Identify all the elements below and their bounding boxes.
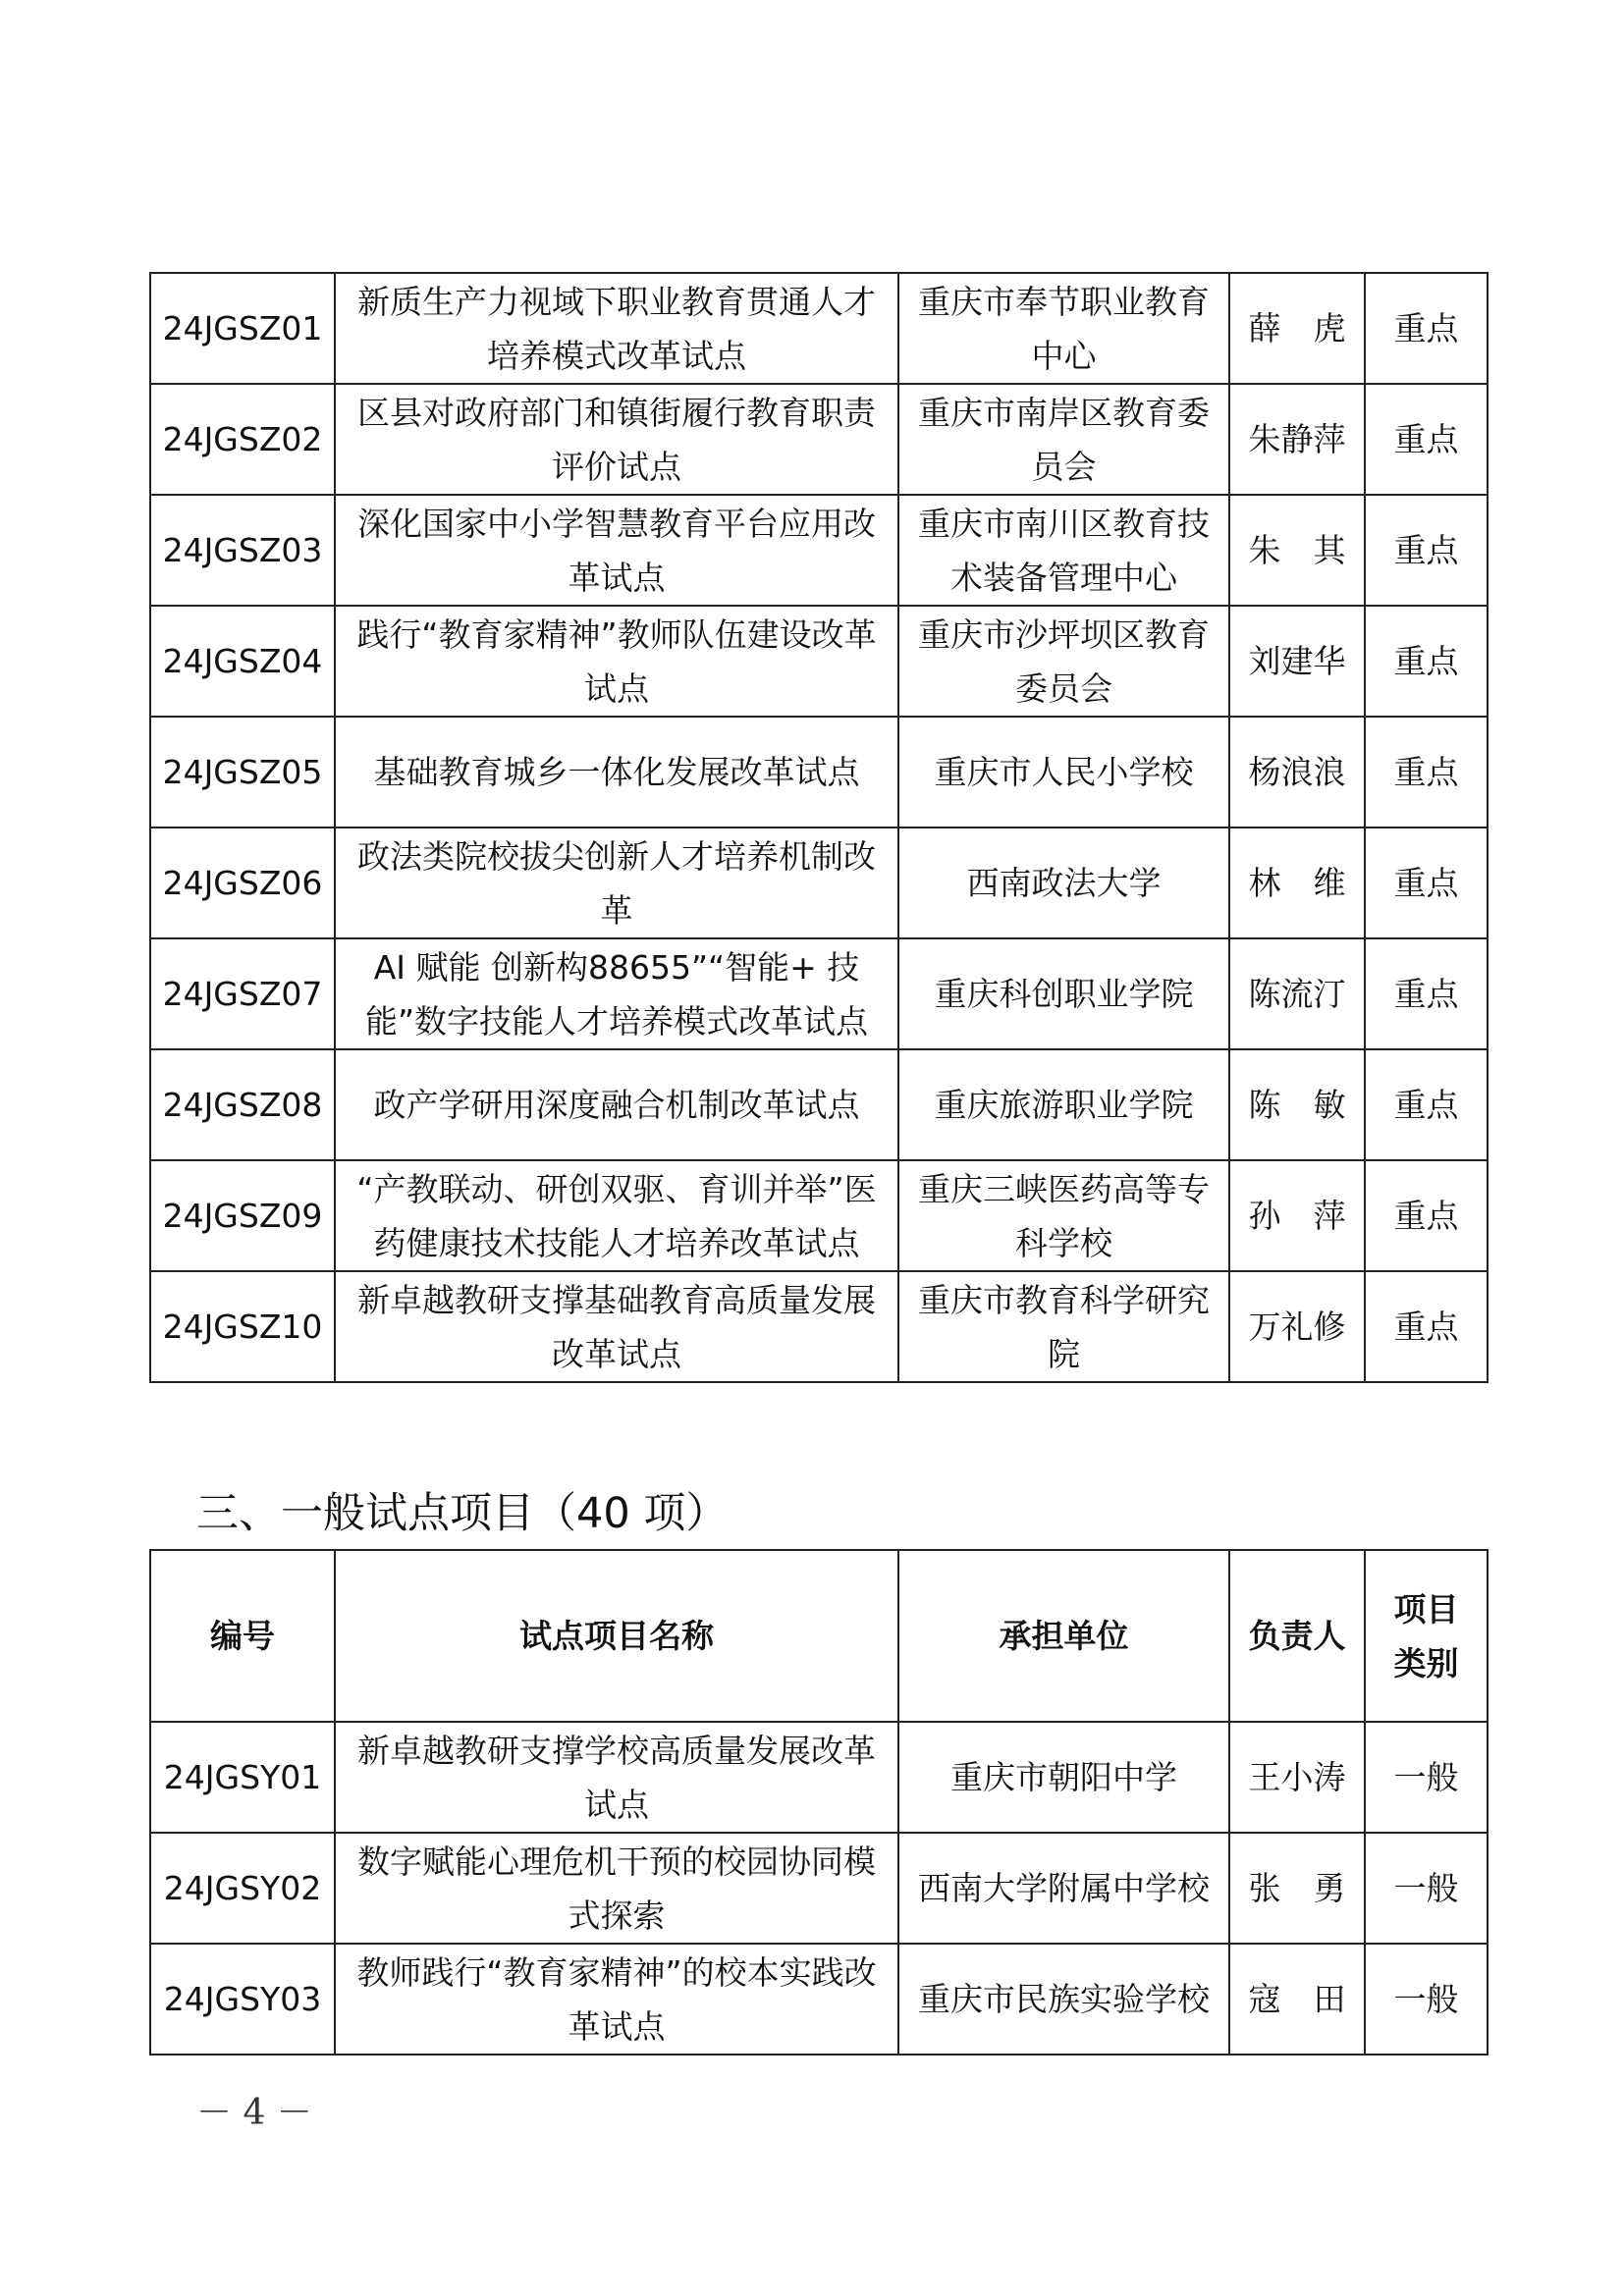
project-type: 重点 <box>1365 717 1488 828</box>
project-type: 重点 <box>1365 1160 1488 1271</box>
project-name: 践行“教育家精神”教师队伍建设改革试点 <box>335 606 898 717</box>
project-code: 24JGSY02 <box>150 1833 335 1944</box>
header-code: 编号 <box>150 1550 335 1722</box>
header-unit: 承担单位 <box>898 1550 1229 1722</box>
header-type <box>1365 1550 1488 1722</box>
project-code: 24JGSZ05 <box>150 717 335 828</box>
project-person: 林 维 <box>1229 828 1365 938</box>
project-person: 薛 虎 <box>1229 273 1365 384</box>
project-code: 24JGSZ07 <box>150 938 335 1049</box>
table-row <box>150 606 1488 717</box>
project-type: 重点 <box>1365 1049 1488 1160</box>
project-type: 重点 <box>1365 938 1488 1049</box>
table-row <box>150 717 1488 828</box>
project-person: 陈 敏 <box>1229 1049 1365 1160</box>
table-row <box>150 1160 1488 1271</box>
project-unit: 重庆市教育科学研究院 <box>898 1271 1229 1382</box>
header-person: 负责人 <box>1229 1550 1365 1722</box>
table-row <box>150 828 1488 938</box>
table-row <box>150 1722 1488 1833</box>
project-code: 24JGSZ01 <box>150 273 335 384</box>
project-code: 24JGSZ06 <box>150 828 335 938</box>
project-code: 24JGSZ08 <box>150 1049 335 1160</box>
table-row <box>150 1271 1488 1382</box>
project-type: 重点 <box>1365 1271 1488 1382</box>
project-person: 万礼修 <box>1229 1271 1365 1382</box>
project-unit: 重庆旅游职业学院 <box>898 1049 1229 1160</box>
table-row <box>150 384 1488 495</box>
project-type: 一般 <box>1365 1722 1488 1833</box>
project-unit: 重庆市南岸区教育委员会 <box>898 384 1229 495</box>
table-row <box>150 1944 1488 2055</box>
project-unit: 重庆市人民小学校 <box>898 717 1229 828</box>
project-name: 数字赋能心理危机干预的校园协同模式探索 <box>335 1833 898 1944</box>
project-name: “产教联动、研创双驱、育训并举”医药健康技术技能人才培养改革试点 <box>335 1160 898 1271</box>
project-name: 新卓越教研支撑学校高质量发展改革试点 <box>335 1722 898 1833</box>
project-unit: 重庆市沙坪坝区教育委员会 <box>898 606 1229 717</box>
project-name: 政产学研用深度融合机制改革试点 <box>335 1049 898 1160</box>
header-type-line1: 项目 <box>1393 1589 1459 1629</box>
project-type: 一般 <box>1365 1944 1488 2055</box>
project-code: 24JGSY03 <box>150 1944 335 2055</box>
project-person: 寇 田 <box>1229 1944 1365 2055</box>
key-projects-table <box>149 272 1489 1383</box>
header-name: 试点项目名称 <box>335 1550 898 1722</box>
project-person: 朱 其 <box>1229 495 1365 606</box>
table-row <box>150 1833 1488 1944</box>
project-type: 重点 <box>1365 606 1488 717</box>
project-type: 重点 <box>1365 384 1488 495</box>
general-projects-table <box>149 1549 1489 2056</box>
project-unit: 西南政法大学 <box>898 828 1229 938</box>
project-unit: 重庆三峡医药高等专科学校 <box>898 1160 1229 1271</box>
project-person: 陈流汀 <box>1229 938 1365 1049</box>
project-person: 朱静萍 <box>1229 384 1365 495</box>
project-name: AI 赋能 创新构88655”“智能+ 技能”数字技能人才培养模式改革试点 <box>335 938 898 1049</box>
project-unit: 西南大学附属中学校 <box>898 1833 1229 1944</box>
project-name: 深化国家中小学智慧教育平台应用改革试点 <box>335 495 898 606</box>
project-unit: 重庆市奉节职业教育中心 <box>898 273 1229 384</box>
project-person: 王小涛 <box>1229 1722 1365 1833</box>
project-unit: 重庆科创职业学院 <box>898 938 1229 1049</box>
project-code: 24JGSZ03 <box>150 495 335 606</box>
project-code: 24JGSZ02 <box>150 384 335 495</box>
project-type: 一般 <box>1365 1833 1488 1944</box>
project-name: 新质生产力视域下职业教育贯通人才培养模式改革试点 <box>335 273 898 384</box>
project-unit: 重庆市朝阳中学 <box>898 1722 1229 1833</box>
project-unit: 重庆市民族实验学校 <box>898 1944 1229 2055</box>
project-name: 教师践行“教育家精神”的校本实践改革试点 <box>335 1944 898 2055</box>
project-type: 重点 <box>1365 495 1488 606</box>
project-type: 重点 <box>1365 828 1488 938</box>
project-name: 新卓越教研支撑基础教育高质量发展改革试点 <box>335 1271 898 1382</box>
project-unit: 重庆市南川区教育技术装备管理中心 <box>898 495 1229 606</box>
project-name: 基础教育城乡一体化发展改革试点 <box>335 717 898 828</box>
table-row <box>150 273 1488 384</box>
table-row <box>150 495 1488 606</box>
section-heading: 三、一般试点项目（40 项） <box>196 1489 729 1538</box>
project-name: 政法类院校拔尖创新人才培养机制改革 <box>335 828 898 938</box>
project-code: 24JGSZ10 <box>150 1271 335 1382</box>
table-header-row <box>150 1550 1488 1722</box>
project-code: 24JGSZ09 <box>150 1160 335 1271</box>
project-type: 重点 <box>1365 273 1488 384</box>
project-code: 24JGSZ04 <box>150 606 335 717</box>
table-row <box>150 1049 1488 1160</box>
project-person: 杨浪浪 <box>1229 717 1365 828</box>
project-person: 张 勇 <box>1229 1833 1365 1944</box>
project-person: 刘建华 <box>1229 606 1365 717</box>
project-person: 孙 萍 <box>1229 1160 1365 1271</box>
project-code: 24JGSY01 <box>150 1722 335 1833</box>
header-type-line2: 类别 <box>1393 1643 1459 1682</box>
page-number: － 4 － <box>196 2093 312 2133</box>
project-name: 区县对政府部门和镇街履行教育职责评价试点 <box>335 384 898 495</box>
table-row <box>150 938 1488 1049</box>
